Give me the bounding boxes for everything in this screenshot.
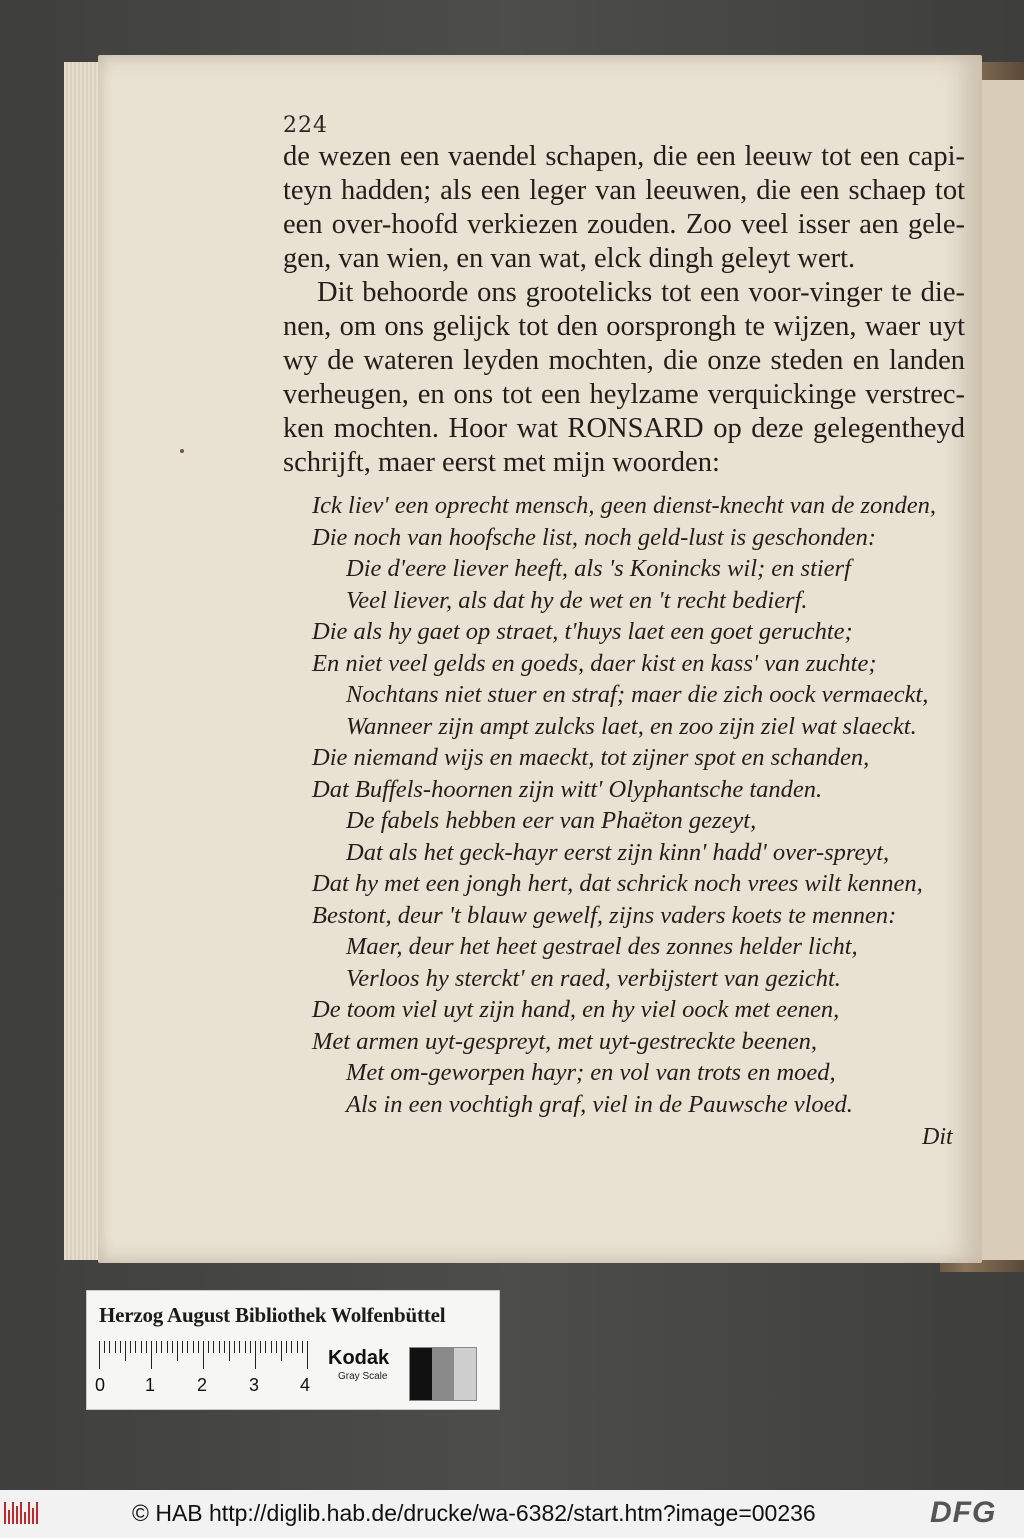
ruler-tick — [146, 1341, 147, 1353]
ruler-tick — [271, 1341, 272, 1353]
ruler-tick — [307, 1341, 308, 1369]
ruler-tick — [250, 1341, 251, 1353]
prose-line: verheugen, en ons tot een heylzame verquickinge verstrec- — [283, 379, 965, 410]
catchword: Dit — [922, 1124, 953, 1150]
ruler-tick — [125, 1341, 126, 1361]
footer-bar — [0, 1490, 1024, 1538]
prose-block — [283, 140, 965, 480]
poem-line: Met om-geworpen hayr; en vol van trots en moed, — [346, 1059, 836, 1086]
poem-line: Die niemand wijs en maeckt, tot zijner spot en schanden, — [312, 744, 870, 771]
poem-line: Die als hy gaet op straet, t'huys laet een goet geruchte; — [312, 618, 853, 645]
swatch-black — [410, 1348, 432, 1400]
poem-line: Verloos hy sterckt' en raed, verbijstert van gezicht. — [346, 964, 841, 992]
ruler-tick — [156, 1341, 157, 1353]
dfg-logo: DFG — [930, 1496, 997, 1529]
poem-line: De toom viel uyt zijn hand, en hy viel oock met eenen, — [312, 996, 840, 1023]
swatch-gray — [432, 1348, 454, 1400]
ruler-tick — [302, 1341, 303, 1353]
ruler-tick — [187, 1341, 188, 1353]
ruler-tick — [297, 1341, 298, 1353]
poem-line: Wanneer zijn ampt zulcks laet, en zoo zijn ziel wat slaeckt. — [346, 712, 917, 740]
ruler-tick — [208, 1341, 209, 1353]
scale-number: 1 — [145, 1375, 156, 1395]
ruler-tick — [276, 1341, 277, 1353]
ruler-tick — [167, 1341, 168, 1353]
ruler-tick — [141, 1341, 142, 1353]
ruler-tick — [115, 1341, 116, 1353]
ruler-tick — [281, 1341, 282, 1361]
scale-number: 3 — [249, 1375, 260, 1395]
poem-line: Maer, deur het heet gestrael des zonnes helder licht, — [346, 933, 858, 960]
ruler-tick — [229, 1341, 230, 1361]
poem-line: En niet veel gelds en goeds, daer kist en kass' van zuchte; — [312, 649, 877, 677]
prose-line: schrijft, maer eerst met mijn woorden: — [283, 447, 720, 478]
ruler-tick — [99, 1341, 100, 1369]
ruler-tick — [120, 1341, 121, 1353]
poem-line: Die noch van hoofsche list, noch geld-lust is geschonden: — [312, 523, 877, 551]
ruler-tick — [130, 1341, 131, 1353]
color-target-card — [86, 1290, 500, 1410]
ruler-tick — [135, 1341, 136, 1353]
page-number: 224 — [283, 113, 328, 138]
ruler-tick — [234, 1341, 235, 1353]
ruler-tick — [224, 1341, 225, 1353]
prose-line: Dit behoorde ons grootelicks tot een voor-vinger te die- — [317, 277, 965, 308]
prose-line: gen, van wien, en van wat, elck dingh geleyt wert. — [283, 243, 856, 274]
ruler-tick — [219, 1341, 220, 1353]
copyright-link[interactable]: © HAB http://diglib.hab.de/drucke/wa-6382/start.htm?image=00236 — [132, 1500, 816, 1526]
ink-spot — [180, 449, 184, 453]
ruler-tick — [182, 1341, 183, 1353]
scale-number: 0 — [95, 1375, 106, 1395]
poem-line: Als in een vochtigh graf, viel in de Pauwsche vloed. — [346, 1090, 853, 1118]
ruler-tick — [239, 1341, 240, 1353]
poem-block — [312, 490, 937, 1120]
poem-line: Bestont, deur 't blauw gewelf, zijns vaders koets te mennen: — [312, 901, 897, 929]
prose-line: de wezen een vaendel schapen, die een leeuw tot een capi- — [283, 141, 965, 172]
scale-numbers — [95, 1375, 319, 1397]
gray-scale-label: Gray Scale — [338, 1371, 388, 1382]
ruler-tick — [172, 1341, 173, 1353]
prose-line: ken mochten. Hoor wat RONSARD op deze gelegentheyd — [283, 413, 965, 444]
poem-line: Nochtans niet stuer en straf; maer die zich oock vermaeckt, — [346, 681, 929, 708]
swatch-light — [454, 1348, 476, 1400]
ruler-tick — [151, 1341, 152, 1369]
ruler-tick — [109, 1341, 110, 1353]
prose-line: nen, om ons gelijck tot den oorsprongh te wijzen, waer uyt — [283, 311, 965, 342]
facing-page — [975, 80, 1024, 1260]
ruler-tick — [203, 1341, 204, 1369]
scale-number: 2 — [197, 1375, 208, 1395]
scale-ruler — [99, 1341, 309, 1371]
scale-number: 4 — [300, 1375, 311, 1395]
ruler-tick — [177, 1341, 178, 1361]
ruler-tick — [260, 1341, 261, 1353]
prose-line: een over-hoofd verkiezen zouden. Zoo veel isser aen gele- — [283, 209, 965, 240]
poem-line: Ick liev' een oprecht mensch, geen dienst-knecht van de zonden, — [312, 492, 937, 519]
poem-line: Dat als het geck-hayr eerst zijn kinn' hadd' over-spreyt, — [346, 838, 890, 866]
prose-line: teyn hadden; als een leger van leeuwen, die een schaep tot — [283, 175, 965, 206]
ruler-tick — [104, 1341, 105, 1353]
ruler-tick — [291, 1341, 292, 1353]
poem-line: Die d'eere liever heeft, als 's Konincks wil; en stierf — [346, 555, 851, 582]
ruler-tick — [161, 1341, 162, 1353]
poem-line: Veel liever, als dat hy de wet en 't recht bedierf. — [346, 586, 808, 614]
ruler-tick — [265, 1341, 266, 1353]
ruler-tick — [286, 1341, 287, 1353]
ruler-tick — [193, 1341, 194, 1353]
kodak-logo: Kodak — [328, 1347, 390, 1369]
poem-line: De fabels hebben eer van Phaëton gezeyt, — [346, 807, 757, 834]
ruler-tick — [245, 1341, 246, 1353]
poem-line: Met armen uyt-gespreyt, met uyt-gestreckte beenen, — [312, 1027, 817, 1055]
poem-line: Dat hy met een jongh hert, dat schrick noch vrees wilt kennen, — [312, 870, 923, 897]
ruler-tick — [198, 1341, 199, 1353]
ruler-tick — [255, 1341, 256, 1369]
hab-bars-icon — [4, 1502, 40, 1526]
gray-swatches — [409, 1347, 477, 1401]
library-name: Herzog August Bibliothek Wolfenbüttel — [99, 1303, 446, 1327]
poem-line: Dat Buffels-hoornen zijn witt' Olyphantsche tanden. — [312, 775, 823, 803]
ruler-tick — [213, 1341, 214, 1353]
prose-line: wy de wateren leyden mochten, die onze steden en landen — [283, 345, 965, 376]
